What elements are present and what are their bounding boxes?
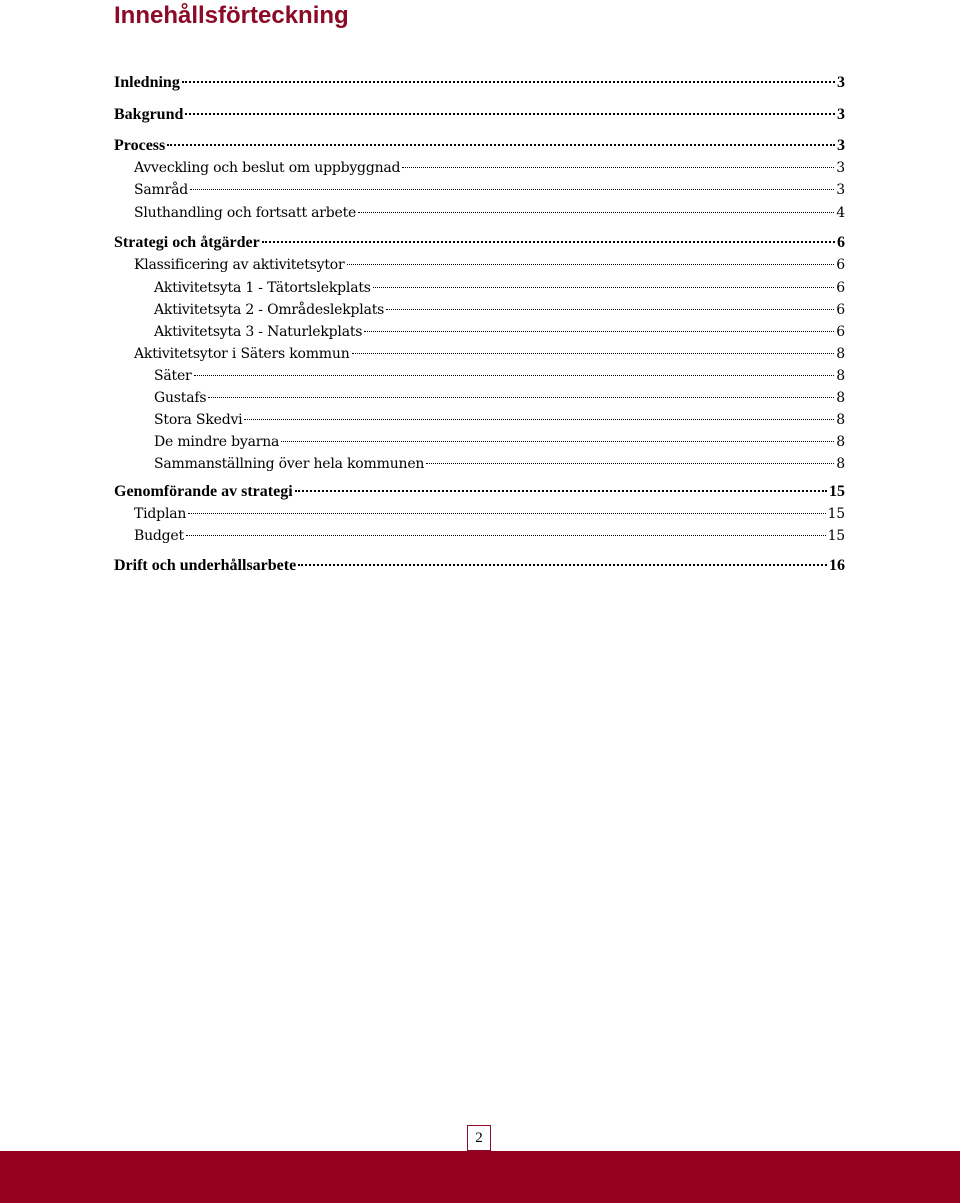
toc-entry[interactable]: [134, 254, 845, 276]
toc-entry-label: Bakgrund: [114, 106, 184, 123]
toc-dot-leader: [295, 490, 827, 492]
toc-entry[interactable]: [154, 321, 845, 343]
toc-entry[interactable]: [154, 277, 845, 299]
page-number: 2: [467, 1125, 491, 1151]
toc-dot-leader: [352, 353, 835, 354]
toc-entry-label: Aktivitetsytor i Säters kommun: [134, 346, 350, 362]
toc-entry-label: Aktivitetsyta 3 - Naturlekplats: [154, 324, 363, 340]
toc-entry-page: 3: [836, 160, 845, 176]
toc-entry-label: Aktivitetsyta 1 - Tätortslekplats: [154, 280, 371, 296]
toc-entry-page: 6: [836, 324, 845, 340]
toc-entry-label: Inledning: [114, 74, 180, 91]
toc-entry[interactable]: [134, 179, 845, 201]
toc-entry-page: 4: [836, 205, 845, 221]
toc-dot-leader: [167, 144, 835, 146]
toc-entry-page: 3: [837, 106, 845, 123]
toc-entry-label: Gustafs: [154, 390, 207, 406]
toc-entry-page: 6: [836, 280, 845, 296]
toc-entry-label: De mindre byarna: [154, 434, 280, 450]
toc-entry-page: 6: [836, 302, 845, 318]
toc-dot-leader: [185, 113, 835, 115]
toc-entry[interactable]: [114, 135, 845, 157]
toc-entry-label: Sammanställning över hela kommunen: [154, 456, 425, 472]
toc-entry-page: 16: [829, 557, 845, 574]
toc-dot-leader: [358, 212, 834, 213]
toc-dot-leader: [208, 397, 834, 398]
toc-dot-leader: [281, 441, 834, 442]
toc-entry-page: 15: [829, 483, 845, 500]
toc-entry-page: 8: [836, 434, 845, 450]
toc-dot-leader: [186, 535, 826, 536]
toc-dot-leader: [402, 167, 834, 168]
toc-entry-page: 8: [836, 390, 845, 406]
toc-dot-leader: [347, 264, 835, 265]
toc-entry[interactable]: [134, 503, 845, 525]
toc-entry-page: 15: [827, 506, 845, 522]
toc-dot-leader: [426, 463, 834, 464]
toc-entry[interactable]: [134, 157, 845, 179]
toc-entry[interactable]: [154, 365, 845, 387]
toc-entry[interactable]: [154, 409, 845, 431]
toc-entry[interactable]: [114, 481, 845, 503]
toc-entry-label: Säter: [154, 368, 192, 384]
toc-dot-leader: [194, 375, 835, 376]
toc-entry-label: Budget: [134, 528, 184, 544]
toc-entry[interactable]: [134, 525, 845, 547]
toc-dot-leader: [364, 331, 834, 332]
toc-entry[interactable]: [154, 453, 845, 475]
toc-entry-label: Genomförande av strategi: [114, 483, 293, 500]
toc-entry[interactable]: [114, 72, 845, 94]
toc-entry-page: 3: [836, 182, 845, 198]
toc-entry-label: Strategi och åtgärder: [114, 234, 260, 251]
toc-entry-label: Klassificering av aktivitetsytor: [134, 257, 345, 273]
toc-entry-page: 3: [837, 137, 845, 154]
toc-entry-label: Avveckling och beslut om uppbyggnad: [134, 160, 401, 176]
toc-entry-page: 8: [836, 412, 845, 428]
toc-entry[interactable]: [114, 232, 845, 254]
toc-entry-page: 8: [836, 456, 845, 472]
toc-title: Innehållsförteckning: [114, 2, 349, 29]
toc-entry[interactable]: [154, 299, 845, 321]
toc-entry-label: Stora Skedvi: [154, 412, 243, 428]
toc-entry[interactable]: [134, 202, 845, 224]
toc-dot-leader: [298, 564, 827, 566]
toc-entry[interactable]: [114, 555, 845, 577]
toc-entry-page: 3: [837, 74, 845, 91]
toc-entry-page: 8: [836, 346, 845, 362]
toc-entry-page: 6: [836, 257, 845, 273]
toc-entry[interactable]: [154, 431, 845, 453]
toc-entry-label: Aktivitetsyta 2 - Områdeslekplats: [154, 302, 385, 318]
toc-entry-label: Sluthandling och fortsatt arbete: [134, 205, 357, 221]
toc-dot-leader: [373, 287, 835, 288]
footer-bar: [0, 1151, 960, 1203]
toc-dot-leader: [244, 419, 834, 420]
toc-entry-label: Drift och underhållsarbete: [114, 557, 297, 574]
toc-entry-label: Tidplan: [134, 506, 187, 522]
toc-dot-leader: [262, 241, 835, 243]
toc-dot-leader: [190, 189, 834, 190]
toc-entry-page: 6: [837, 234, 845, 251]
toc-entry-label: Samråd: [134, 182, 189, 198]
toc-dot-leader: [182, 81, 835, 83]
toc-entry-page: 15: [827, 528, 845, 544]
toc-entry[interactable]: [114, 104, 845, 126]
toc-entry[interactable]: [134, 343, 845, 365]
toc-dot-leader: [188, 513, 825, 514]
toc-dot-leader: [386, 309, 834, 310]
toc-entry[interactable]: [154, 387, 845, 409]
toc-entry-page: 8: [836, 368, 845, 384]
toc-entry-label: Process: [114, 137, 166, 154]
